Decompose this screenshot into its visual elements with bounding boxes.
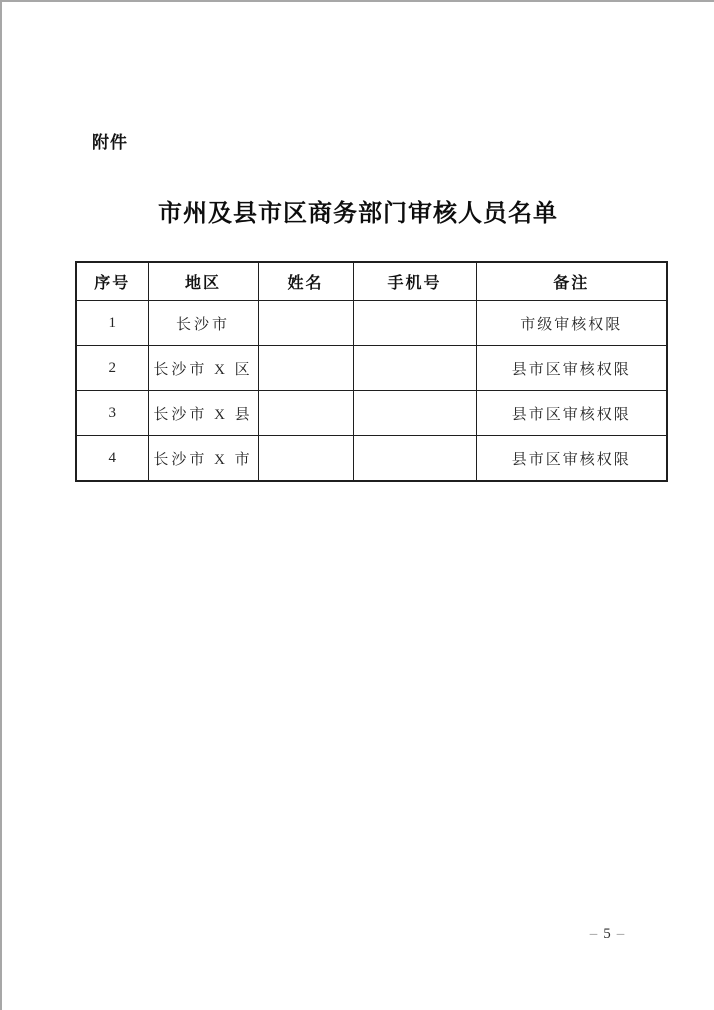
cell-name (258, 346, 353, 391)
table-row (76, 391, 667, 436)
cell-region: 长沙市 (148, 301, 258, 346)
cell-name (258, 301, 353, 346)
table-row (76, 436, 667, 482)
cell-region: 长沙市 X 市 (148, 436, 258, 482)
column-header-phone: 手机号 (353, 262, 476, 301)
cell-remark: 县市区审核权限 (476, 436, 667, 482)
cell-region: 长沙市 X 区 (148, 346, 258, 391)
column-header-remark: 备注 (476, 262, 667, 301)
cell-phone (353, 391, 476, 436)
cell-remark: 市级审核权限 (476, 301, 667, 346)
page-number-value: 5 (603, 926, 611, 942)
cell-remark: 县市区审核权限 (476, 346, 667, 391)
page-number-left-dash: – (589, 926, 598, 942)
column-header-region: 地区 (148, 262, 258, 301)
cell-region: 长沙市 X 县 (148, 391, 258, 436)
page-number (577, 926, 637, 943)
cell-name (258, 436, 353, 482)
cell-name (258, 391, 353, 436)
cell-remark: 县市区审核权限 (476, 391, 667, 436)
cell-phone (353, 346, 476, 391)
table-row (76, 301, 667, 346)
page-number-right-dash: – (616, 926, 625, 942)
table-row (76, 346, 667, 391)
attachment-label: 附件 (92, 133, 128, 152)
cell-index: 1 (76, 301, 148, 346)
column-header-index: 序号 (76, 262, 148, 301)
cell-index: 4 (76, 436, 148, 482)
table-header-row (76, 262, 667, 301)
cell-phone (353, 301, 476, 346)
reviewer-roster-table (75, 261, 668, 482)
cell-index: 2 (76, 346, 148, 391)
column-header-name: 姓名 (258, 262, 353, 301)
cell-index: 3 (76, 391, 148, 436)
document-title: 市州及县市区商务部门审核人员名单 (158, 201, 558, 227)
cell-phone (353, 436, 476, 482)
